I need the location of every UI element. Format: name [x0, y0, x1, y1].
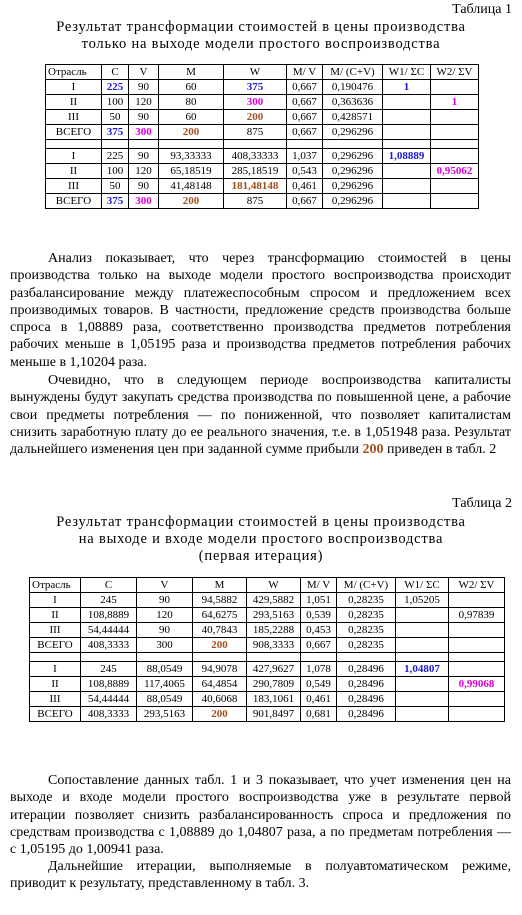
table2-row: [30, 593, 505, 608]
table2-cell: 0,549: [301, 677, 337, 692]
table1-cell: 50: [102, 179, 129, 194]
table2-title-line3: (первая итерация): [198, 548, 324, 564]
table2-cell: 0,667: [301, 638, 337, 653]
table2-cell: ВСЕГО: [30, 638, 81, 653]
profit-sum-value: 200: [362, 442, 384, 458]
table2-cell: 90: [137, 623, 193, 638]
table1-cell: III: [46, 110, 102, 125]
table1-cell: 0,95062: [431, 164, 479, 179]
table2-header-mv: M/ V: [301, 578, 337, 593]
table1-cell: II: [46, 95, 102, 110]
table1-cell: 90: [129, 179, 159, 194]
table1-cell: 60: [159, 110, 224, 125]
table2-cell: 408,3333: [81, 707, 137, 722]
table1-row: [46, 110, 479, 125]
table2-cell: 88,0549: [137, 692, 193, 707]
table1-cell: 90: [129, 110, 159, 125]
table2-cell: III: [30, 623, 81, 638]
table2-separator-cell: [30, 653, 81, 662]
table1: [45, 64, 479, 209]
table2-header-row: [30, 578, 505, 593]
table1-separator-cell: [323, 140, 383, 149]
table1-cell: [383, 95, 431, 110]
table1-cell: 65,18519: [159, 164, 224, 179]
table2-cell: 40,7843: [193, 623, 247, 638]
table2-cell: 0,28235: [337, 608, 396, 623]
table1-separator-cell: [129, 140, 159, 149]
table1-cell: 875: [224, 125, 287, 140]
table1-cell: 0,667: [287, 125, 323, 140]
table2-row: [30, 692, 505, 707]
table2-cell: 901,8497: [247, 707, 301, 722]
table2-cell: 1,078: [301, 662, 337, 677]
table2-cell: 88,0549: [137, 662, 193, 677]
table2-cell: 64,6275: [193, 608, 247, 623]
table1-cell: 50: [102, 110, 129, 125]
table1-cell: II: [46, 164, 102, 179]
table2-header-w: W: [247, 578, 301, 593]
table1-cell: 300: [129, 194, 159, 209]
paragraph-analysis: Анализ показывает, что через трансформацию стоимостей в цены производства только на выходе модели простого воспроизводства происходит разбалансирование между платежеспособным спросом и предложением всех производимых товаров. В частности, предложение средств производства больше спроса в 1,08889 раза, соответственно производства предметов потребления рабочих меньше в 1,05195 раза и производства предметов потребления рабочих меньше в 1,10204 раза.: [10, 251, 511, 370]
table2-row: [30, 707, 505, 722]
table2-row: [30, 623, 505, 638]
table2-cell: II: [30, 677, 81, 692]
table1-separator-cell: [383, 140, 431, 149]
table2-separator-cell: [193, 653, 247, 662]
table2-cell: 200: [193, 638, 247, 653]
table1-cell: 200: [159, 194, 224, 209]
table2-row: [30, 662, 505, 677]
table1-title-line1: Результат трансформации стоимостей в цены производства: [56, 19, 466, 35]
table2-cell: [449, 638, 505, 653]
table1-row: [46, 164, 479, 179]
table2-cell: I: [30, 662, 81, 677]
table2-cell: 0,28496: [337, 707, 396, 722]
table1-cell: 80: [159, 95, 224, 110]
table2-separator-row: [30, 653, 505, 662]
table1-separator-cell: [224, 140, 287, 149]
table2-row: [30, 677, 505, 692]
table1-row: [46, 125, 479, 140]
table1-cell: 93,33333: [159, 149, 224, 164]
table1-cell: 0,296296: [323, 179, 383, 194]
table1-cell: 300: [224, 95, 287, 110]
table2-cell: 429,5882: [247, 593, 301, 608]
table1-cell: 225: [102, 149, 129, 164]
paragraph-conclusion-tail: приведен в табл. 2: [383, 442, 497, 458]
table1-cell: 120: [129, 95, 159, 110]
table1-cell: 375: [102, 194, 129, 209]
table2-cell: [449, 662, 505, 677]
table1-separator-cell: [287, 140, 323, 149]
table2-cell: 0,99068: [449, 677, 505, 692]
table1-cell: 0,296296: [323, 164, 383, 179]
table2-header-mcv: M/ (C+V): [337, 578, 396, 593]
table1-header-sector: Отрасль: [46, 65, 102, 80]
table2-cell: 0,28235: [337, 593, 396, 608]
table2-header-m: M: [193, 578, 247, 593]
table1-row: [46, 95, 479, 110]
table2-title-line1: Результат трансформации стоимостей в цены производства: [56, 514, 466, 530]
table1-cell: 375: [102, 125, 129, 140]
table1-cell: 90: [129, 80, 159, 95]
table1-cell: 1,08889: [383, 149, 431, 164]
table2-cell: 245: [81, 662, 137, 677]
table1-separator-row: [46, 140, 479, 149]
table1-cell: ВСЕГО: [46, 194, 102, 209]
table2-cell: 117,4065: [137, 677, 193, 692]
table2-row: [30, 638, 505, 653]
table2-cell: 0,28496: [337, 662, 396, 677]
table2-header-w1c: W1/ ΣC: [396, 578, 449, 593]
table2-cell: 54,44444: [81, 692, 137, 707]
table1-header-row: [46, 65, 479, 80]
table1-cell: 1: [383, 80, 431, 95]
table2-cell: [396, 623, 449, 638]
table2-cell: 108,8889: [81, 608, 137, 623]
table1-cell: 285,18519: [224, 164, 287, 179]
table2-separator-cell: [396, 653, 449, 662]
table2-cell: 0,97839: [449, 608, 505, 623]
table1-cell: 375: [224, 80, 287, 95]
table1-header-w1c: W1/ ΣC: [383, 65, 431, 80]
paragraph-comparison: Сопоставление данных табл. 1 и 3 показывает, что учет изменения цен на выходе и входе модели простого воспроизводства уже в результате первой итерации позволяет снизить разбалансированность спроса и предложения по средствам производства с 1,08889 до 1,04807 раза, а по предметам потребления — с 1,05195 до 1,00941 раза.: [10, 773, 511, 858]
table1-cell: 100: [102, 95, 129, 110]
table1-cell: 300: [129, 125, 159, 140]
table2-cell: 0,28235: [337, 638, 396, 653]
table2-cell: 1,04807: [396, 662, 449, 677]
table2-number: Таблица 2: [452, 496, 512, 511]
table1-cell: [431, 149, 479, 164]
table1-separator-cell: [159, 140, 224, 149]
table1-row: [46, 149, 479, 164]
table1-number: Таблица 1: [452, 2, 512, 17]
table2-separator-cell: [449, 653, 505, 662]
table1-row: [46, 194, 479, 209]
table2-cell: 908,3333: [247, 638, 301, 653]
table2-cell: 293,5163: [247, 608, 301, 623]
table2-cell: 185,2288: [247, 623, 301, 638]
table1-cell: 1,037: [287, 149, 323, 164]
table2-cell: 1,05205: [396, 593, 449, 608]
table2-cell: 94,5882: [193, 593, 247, 608]
paragraph-conclusion: [10, 372, 511, 458]
table1-title-line2: только на выходе модели простого воспроизводства: [81, 36, 441, 52]
table1-cell: [383, 179, 431, 194]
table2-cell: 0,28496: [337, 692, 396, 707]
paragraph-conclusion-text: Очевидно, что в следующем периоде воспроизводства капиталисты вынуждены будут закупать средства производства по повышенной цене, а рабочие свои предметы потребления — по пониженной, что позволяет капиталистам снизить заработную плату до ее реального значения, т.е. в 1,051948 раза. Результат дальнейшего изменения цен при заданной сумме прибыли: [10, 373, 511, 458]
table1-cell: [383, 164, 431, 179]
table2-cell: [396, 638, 449, 653]
table1-cell: [431, 110, 479, 125]
table1-row: [46, 80, 479, 95]
table1-cell: 225: [102, 80, 129, 95]
table1-cell: [383, 194, 431, 209]
table2-cell: 427,9627: [247, 662, 301, 677]
table1-cell: 0,296296: [323, 194, 383, 209]
table2-cell: 293,5163: [137, 707, 193, 722]
table2-cell: 300: [137, 638, 193, 653]
table1-cell: 0,428571: [323, 110, 383, 125]
table1-separator-cell: [431, 140, 479, 149]
table1-header-m: M: [159, 65, 224, 80]
table2-cell: 120: [137, 608, 193, 623]
table2-cell: 245: [81, 593, 137, 608]
table1-cell: 0,667: [287, 95, 323, 110]
table2-separator-cell: [137, 653, 193, 662]
table1-cell: 200: [159, 125, 224, 140]
table1-cell: 0,667: [287, 110, 323, 125]
table2-cell: [396, 692, 449, 707]
table2-cell: [449, 593, 505, 608]
table2-header-c: C: [81, 578, 137, 593]
table1-cell: [431, 125, 479, 140]
table1-cell: 120: [129, 164, 159, 179]
table2-cell: [396, 707, 449, 722]
table2-header-v: V: [137, 578, 193, 593]
table2-cell: 0,28235: [337, 623, 396, 638]
table1-cell: 60: [159, 80, 224, 95]
table2-cell: 64,4854: [193, 677, 247, 692]
table2-cell: II: [30, 608, 81, 623]
table1-cell: [383, 125, 431, 140]
table2-cell: 0,539: [301, 608, 337, 623]
table1-cell: 875: [224, 194, 287, 209]
table2-header-sector: Отрасль: [30, 578, 81, 593]
table2-separator-cell: [81, 653, 137, 662]
table1-cell: 0,296296: [323, 125, 383, 140]
table2-cell: 94,9078: [193, 662, 247, 677]
table2-cell: [449, 623, 505, 638]
table1-cell: 1: [431, 95, 479, 110]
table2-separator-cell: [301, 653, 337, 662]
table2-separator-cell: [337, 653, 396, 662]
table1-cell: 0,667: [287, 194, 323, 209]
table1-header-c: C: [102, 65, 129, 80]
table1-cell: I: [46, 80, 102, 95]
table1-header-w2v: W2/ ΣV: [431, 65, 479, 80]
table1-separator-cell: [102, 140, 129, 149]
table1-cell: I: [46, 149, 102, 164]
table2-cell: [449, 707, 505, 722]
table1-cell: 200: [224, 110, 287, 125]
table1-cell: 0,296296: [323, 149, 383, 164]
table1-cell: 0,543: [287, 164, 323, 179]
table2: [29, 577, 505, 722]
table1-cell: 408,33333: [224, 149, 287, 164]
table2-cell: 40,6068: [193, 692, 247, 707]
table1-header-v: V: [129, 65, 159, 80]
table1-cell: 0,461: [287, 179, 323, 194]
table2-cell: [449, 692, 505, 707]
table1-cell: 0,190476: [323, 80, 383, 95]
table2-cell: 408,3333: [81, 638, 137, 653]
table1-cell: [431, 179, 479, 194]
table1-header-w: W: [224, 65, 287, 80]
table2-separator-cell: [247, 653, 301, 662]
table1-cell: 100: [102, 164, 129, 179]
table2-cell: I: [30, 593, 81, 608]
table1-header-mcv: M/ (C+V): [323, 65, 383, 80]
paragraph-iterations: Дальнейшие итерации, выполняемые в полуавтоматическом режиме, приводит к результату, представленному в табл. 3.: [10, 859, 511, 892]
table1-cell: 41,48148: [159, 179, 224, 194]
table1-cell: 90: [129, 149, 159, 164]
table2-cell: 0,461: [301, 692, 337, 707]
table2-row: [30, 608, 505, 623]
table2-cell: 183,1061: [247, 692, 301, 707]
table2-title-line2: на выходе и входе модели простого воспроизводства: [78, 531, 444, 547]
table2-cell: 0,681: [301, 707, 337, 722]
table1-cell: [431, 194, 479, 209]
table1-cell: [383, 110, 431, 125]
table1-row: [46, 179, 479, 194]
table2-cell: [396, 677, 449, 692]
table2-cell: 1,051: [301, 593, 337, 608]
table2-cell: 290,7809: [247, 677, 301, 692]
table2-cell: 200: [193, 707, 247, 722]
table2-cell: [396, 608, 449, 623]
table1-cell: 0,363636: [323, 95, 383, 110]
table1-cell: III: [46, 179, 102, 194]
table2-cell: 0,453: [301, 623, 337, 638]
table1-separator-cell: [46, 140, 102, 149]
table2-header-w2v: W2/ ΣV: [449, 578, 505, 593]
table2-cell: 0,28496: [337, 677, 396, 692]
table1-cell: 181,48148: [224, 179, 287, 194]
table1-header-mv: M/ V: [287, 65, 323, 80]
table2-cell: ВСЕГО: [30, 707, 81, 722]
table2-cell: 90: [137, 593, 193, 608]
table2-cell: III: [30, 692, 81, 707]
table1-cell: [431, 80, 479, 95]
table2-cell: 54,44444: [81, 623, 137, 638]
table1-cell: 0,667: [287, 80, 323, 95]
table2-cell: 108,8889: [81, 677, 137, 692]
table1-cell: ВСЕГО: [46, 125, 102, 140]
